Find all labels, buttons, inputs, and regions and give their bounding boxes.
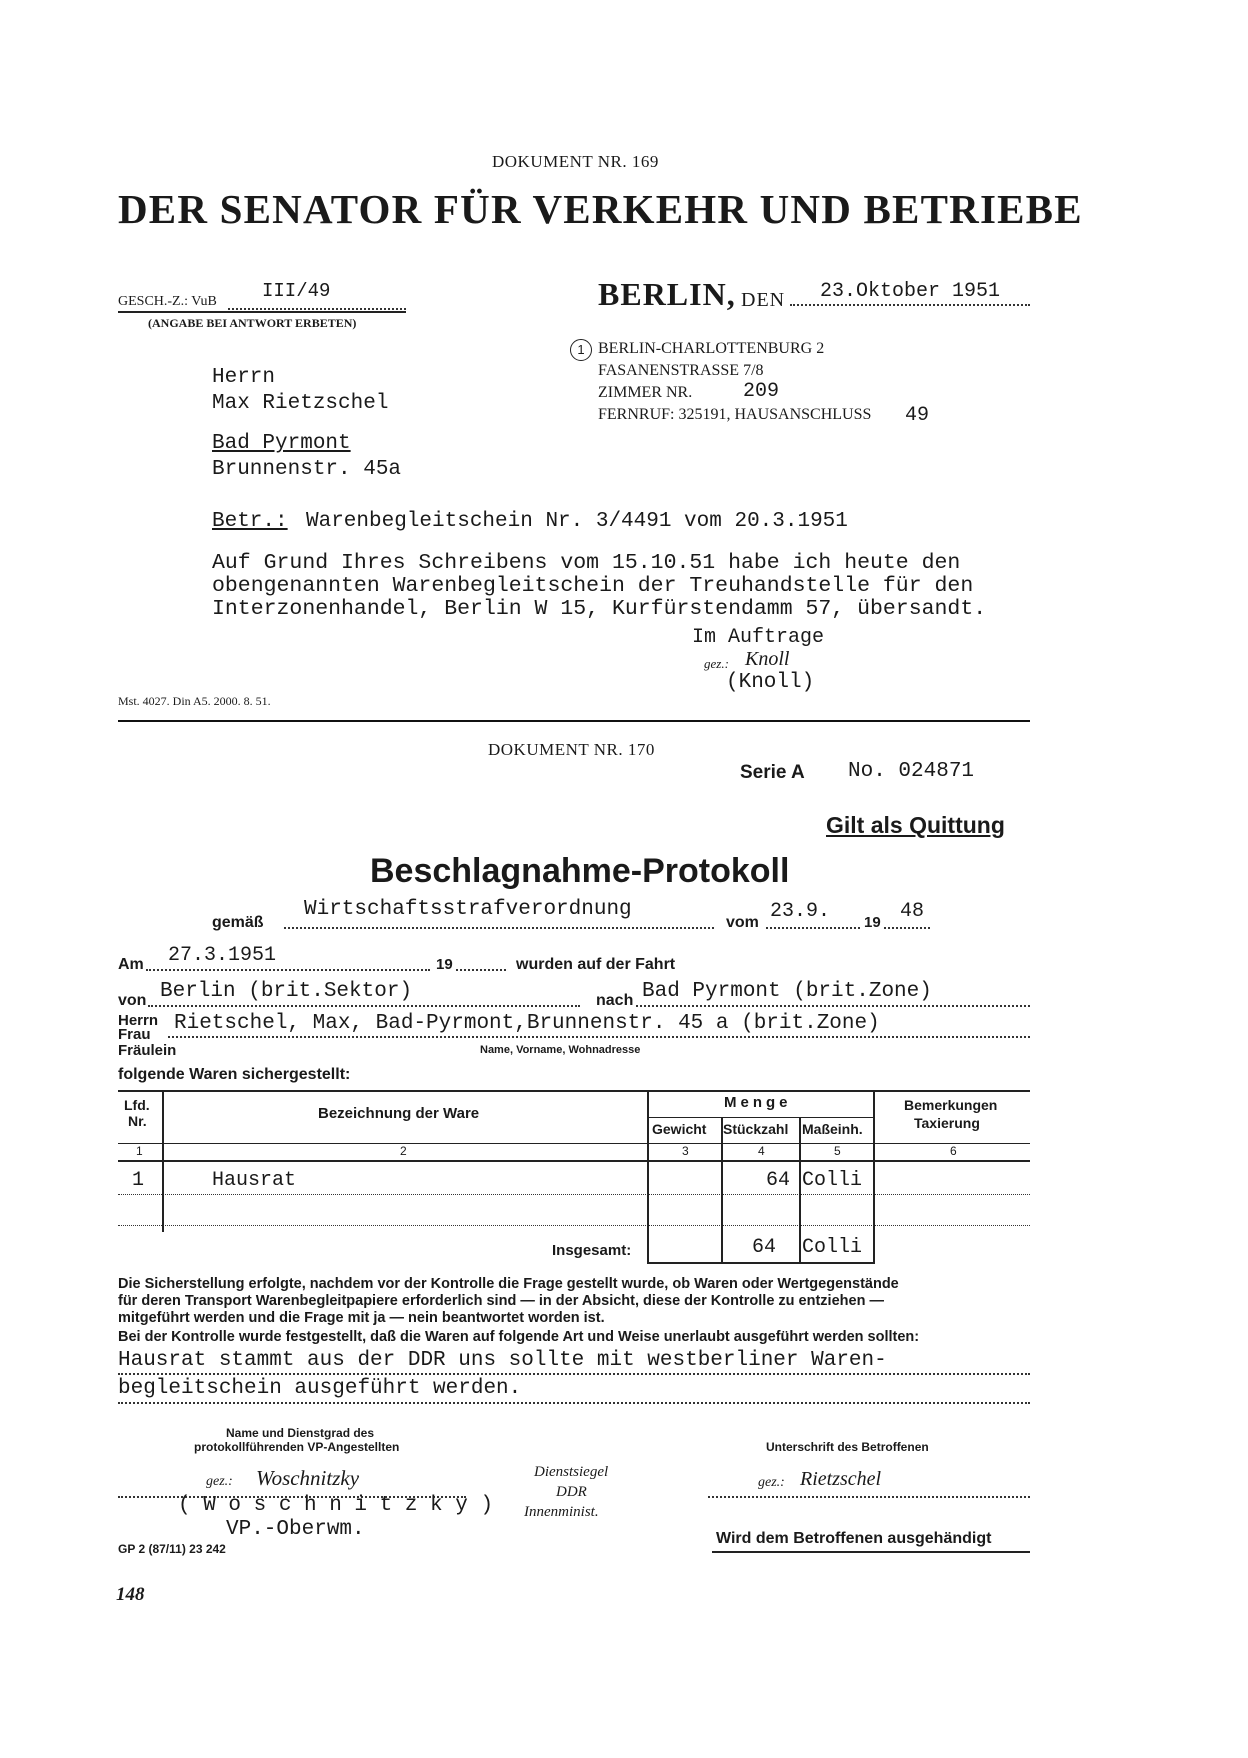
gesch-underline bbox=[118, 311, 406, 313]
serial-number: No. 024871 bbox=[848, 760, 975, 783]
von-label: von bbox=[118, 992, 147, 1009]
para1-line2: für deren Transport Warenbegleitpapiere erforderlich sind — in der Absicht, diese der Kontrolle zu entziehen — bbox=[118, 1293, 884, 1309]
vom-value: 23.9. bbox=[770, 900, 831, 923]
total-stueckzahl: 64 bbox=[752, 1236, 777, 1259]
betr-label: Betr.: bbox=[212, 510, 288, 533]
label-herrn: Herrn bbox=[118, 1012, 159, 1029]
gemaess-line bbox=[284, 927, 714, 929]
document-divider bbox=[118, 720, 1030, 722]
page-number: 148 bbox=[116, 1584, 145, 1605]
recipient-line1: Herrn bbox=[212, 366, 276, 389]
nach-value: Bad Pyrmont (brit.Zone) bbox=[642, 980, 932, 1003]
siegel-line2: DDR bbox=[556, 1484, 587, 1500]
sig-left-rank: VP.-Oberwm. bbox=[226, 1518, 365, 1541]
address-line2: FASANENSTRASSE 7/8 bbox=[598, 362, 764, 379]
nach-label: nach bbox=[596, 992, 634, 1009]
finding-line1-rule bbox=[118, 1373, 1030, 1375]
handed-underline bbox=[712, 1551, 1030, 1553]
colnum-5: 5 bbox=[834, 1144, 841, 1158]
gp-code: GP 2 (87/11) 23 242 bbox=[118, 1542, 226, 1556]
colnum-3: 3 bbox=[682, 1144, 689, 1158]
fernruf-label: FERNRUF: 325191, HAUSANSCHLUSS bbox=[598, 406, 872, 423]
vom-label: vom bbox=[726, 914, 759, 931]
von-value: Berlin (brit.Sektor) bbox=[160, 980, 413, 1003]
row1-line bbox=[118, 1194, 1030, 1195]
vom-line bbox=[766, 927, 860, 929]
gez-name-169: Knoll bbox=[745, 648, 790, 670]
colnum-2: 2 bbox=[400, 1144, 407, 1158]
sig-right-caption: Unterschrift des Betroffenen bbox=[766, 1440, 929, 1454]
doc169-number: DOKUMENT NR. 169 bbox=[492, 152, 659, 171]
sig-left-name: Woschnitzky bbox=[256, 1466, 360, 1490]
col-line-1 bbox=[162, 1090, 164, 1232]
header-stueckzahl: Stückzahl bbox=[723, 1121, 789, 1137]
letter-date: 23.Oktober 1951 bbox=[820, 280, 1001, 303]
finding-line2-rule bbox=[118, 1402, 1030, 1404]
sig-right-name: Rietzschel bbox=[800, 1468, 882, 1490]
body-line1: Auf Grund Ihres Schreibens vom 15.10.51 habe ich heute den bbox=[212, 551, 961, 575]
total-masseinheit: Colli bbox=[802, 1236, 863, 1259]
header-masseinheit: Maßeinh. bbox=[802, 1121, 863, 1137]
body-line3: Interzonenhandel, Berlin W 15, Kurfürstendamm 57, übersandt. bbox=[212, 597, 987, 621]
recipient-line2: Max Rietzschel bbox=[212, 392, 389, 415]
finding-line1: Hausrat stammt aus der DDR uns sollte mit westberliner Waren- bbox=[118, 1349, 887, 1372]
label-frau: Frau bbox=[118, 1026, 151, 1043]
person-caption: Name, Vorname, Wohnadresse bbox=[480, 1044, 641, 1056]
am-line bbox=[146, 969, 430, 971]
fernruf-value: 49 bbox=[905, 404, 930, 427]
von-line bbox=[148, 1005, 580, 1007]
doc170-number: DOKUMENT NR. 170 bbox=[488, 740, 655, 759]
header-nr: Nr. bbox=[128, 1113, 147, 1129]
header-taxierung: Taxierung bbox=[914, 1115, 980, 1131]
header-gewicht: Gewicht bbox=[652, 1121, 707, 1137]
sig-left-paren: ( W o s c h n i t z k y ) bbox=[178, 1494, 494, 1517]
protocol-title: Beschlagnahme-Protokoll bbox=[370, 852, 790, 890]
zimmer-label: ZIMMER NR. bbox=[598, 384, 693, 401]
im-auftrage: Im Auftrage bbox=[692, 626, 825, 649]
zimmer-value: 209 bbox=[743, 380, 780, 403]
siegel-line1: Dienstsiegel bbox=[534, 1464, 609, 1480]
am-label: Am bbox=[118, 956, 144, 973]
col-line-3 bbox=[721, 1117, 723, 1264]
row2-line bbox=[118, 1225, 1030, 1226]
menge-subheader-line bbox=[648, 1117, 874, 1118]
para2: Bei der Kontrolle wurde festgestellt, daß die Waren auf folgende Art und Weise unerlaubt ausgeführt werden sollten: bbox=[118, 1329, 920, 1345]
person-line bbox=[168, 1036, 1030, 1038]
para1-line1: Die Sicherstellung erfolgte, nachdem vor der Kontrolle die Frage gestellt wurde, ob Waren oder Wertgegenstände bbox=[118, 1276, 899, 1292]
person-value: Rietschel, Max, Bad-Pyrmont,Brunnenstr. 45 a (brit.Zone) bbox=[174, 1012, 880, 1035]
am-19: 19 bbox=[436, 956, 453, 973]
recipient-city: Bad Pyrmont bbox=[212, 432, 351, 455]
address-line1: BERLIN-CHARLOTTENBURG 2 bbox=[598, 340, 825, 357]
name-paren-169: (Knoll) bbox=[726, 671, 815, 694]
siegel-line3: Innenminist. bbox=[524, 1504, 599, 1520]
col-line-4 bbox=[799, 1117, 801, 1264]
col-line-5 bbox=[873, 1090, 875, 1264]
angabe-note: (ANGABE BEI ANTWORT ERBETEN) bbox=[148, 316, 357, 330]
header-lfd: Lfd. bbox=[124, 1097, 150, 1113]
gesch-line bbox=[228, 308, 406, 310]
header-menge: Menge bbox=[724, 1094, 792, 1111]
row-stueckzahl: 64 bbox=[766, 1169, 791, 1192]
colnum-6: 6 bbox=[950, 1144, 957, 1158]
gilt-als-quittung: Gilt als Quittung bbox=[826, 812, 1005, 838]
fahrt-text: wurden auf der Fahrt bbox=[516, 956, 676, 973]
gemaess-label: gemäß bbox=[212, 914, 264, 931]
sig-left-caption1: Name und Dienstgrad des bbox=[226, 1426, 375, 1440]
sig-right-line bbox=[708, 1496, 1030, 1498]
sig-left-gez: gez.: bbox=[206, 1474, 233, 1489]
city-berlin: BERLIN, bbox=[598, 276, 736, 312]
col-line-2 bbox=[647, 1090, 649, 1264]
body-line2: obengenannten Warenbegleitschein der Treuhandstelle für den bbox=[212, 574, 974, 598]
betr-text: Warenbegleitschein Nr. 3/4491 vom 20.3.1951 bbox=[306, 510, 848, 533]
handed-notice: Wird dem Betroffenen ausgehändigt bbox=[716, 1530, 992, 1547]
gesch-value: III/49 bbox=[262, 280, 331, 302]
colnum-1: 1 bbox=[136, 1144, 143, 1158]
table-top-border bbox=[118, 1090, 1030, 1092]
header-bezeichnung: Bezeichnung der Ware bbox=[318, 1105, 480, 1122]
vom-year: 48 bbox=[900, 900, 925, 923]
folgende-text: folgende Waren sichergestellt: bbox=[118, 1066, 351, 1083]
table-bottom-border bbox=[648, 1262, 874, 1264]
sig-right-gez: gez.: bbox=[758, 1475, 785, 1490]
nach-line bbox=[636, 1005, 1030, 1007]
row-ware: Hausrat bbox=[212, 1169, 297, 1192]
sig-left-caption2: protokollführenden VP-Angestellten bbox=[194, 1440, 400, 1454]
row-nr: 1 bbox=[132, 1169, 145, 1192]
gez-label-169: gez.: bbox=[704, 656, 729, 671]
vom-year-line bbox=[884, 927, 930, 929]
serie-label: Serie A bbox=[740, 762, 805, 783]
footer-note-169: Mst. 4027. Din A5. 2000. 8. 51. bbox=[118, 694, 271, 708]
row-masseinheit: Colli bbox=[802, 1169, 863, 1192]
recipient-street: Brunnenstr. 45a bbox=[212, 458, 402, 481]
letterhead-title: DER SENATOR FÜR VERKEHR UND BETRIEBE bbox=[118, 186, 1083, 232]
am-19-line bbox=[456, 969, 506, 971]
header-bottom-line bbox=[118, 1143, 1030, 1144]
gemaess-value: Wirtschaftsstrafverordnung bbox=[304, 898, 632, 921]
colnum-bottom-line bbox=[118, 1160, 1030, 1162]
total-label: Insgesamt: bbox=[552, 1242, 632, 1259]
am-value: 27.3.1951 bbox=[168, 944, 277, 967]
colnum-4: 4 bbox=[758, 1144, 765, 1158]
gesch-label: GESCH.-Z.: VuB bbox=[118, 294, 217, 309]
vom-19: 19 bbox=[864, 914, 881, 931]
date-line bbox=[790, 304, 1030, 306]
finding-line2: begleitschein ausgeführt werden. bbox=[118, 1377, 522, 1400]
para1-line3: mitgeführt werden und die Frage mit ja — nein beantwortet worden ist. bbox=[118, 1310, 605, 1326]
den-label: DEN bbox=[741, 289, 786, 311]
label-fraeulein: Fräulein bbox=[118, 1042, 177, 1059]
header-bemerkungen: Bemerkungen bbox=[904, 1097, 998, 1113]
circled-number: 1 bbox=[570, 339, 592, 361]
